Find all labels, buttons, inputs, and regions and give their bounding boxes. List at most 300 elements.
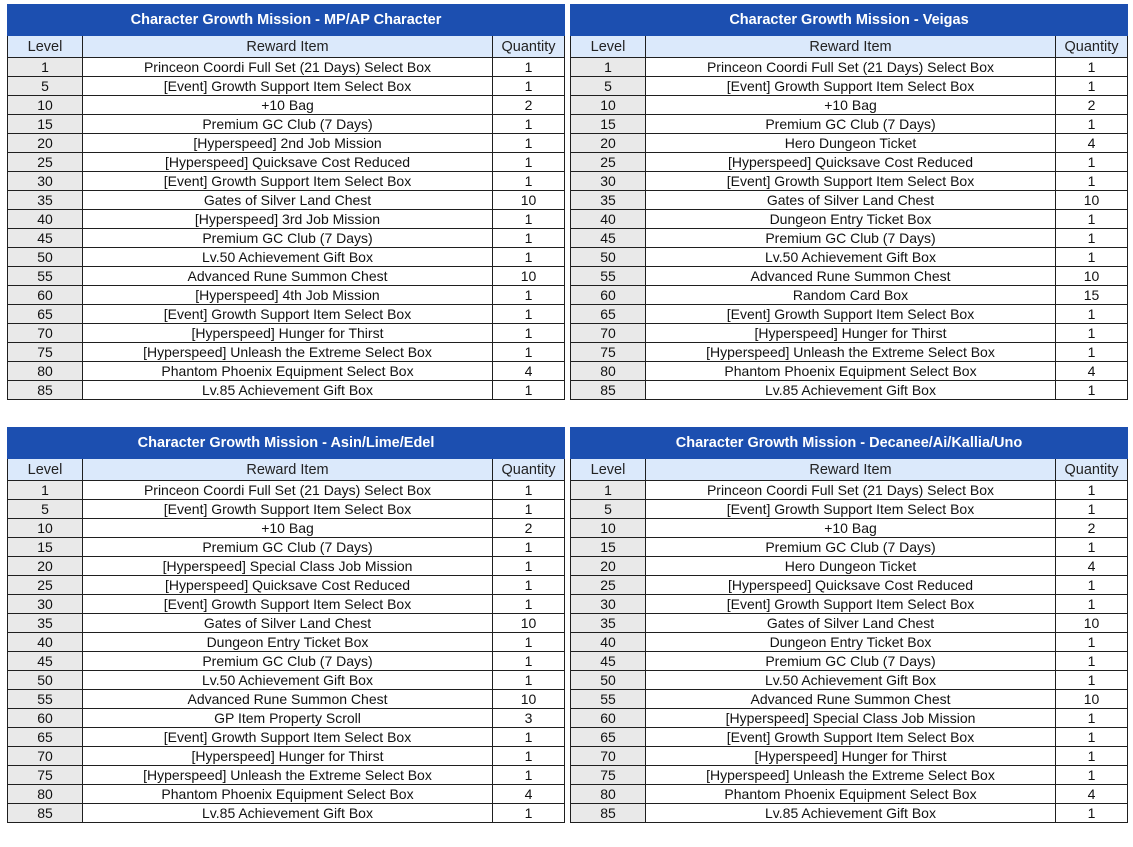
table-row [571,652,1128,671]
quantity-cell: 4 [1056,557,1128,576]
level-cell: 50 [571,248,646,267]
level-cell: 10 [8,519,83,538]
table-row [8,652,565,671]
level-cell: 40 [571,210,646,229]
reward-item-cell: +10 Bag [646,519,1056,538]
reward-item-cell: [Hyperspeed] Unleash the Extreme Select Box [83,343,493,362]
quantity-cell: 1 [493,210,565,229]
reward-item-cell: Phantom Phoenix Equipment Select Box [83,785,493,804]
table-title: Character Growth Mission - Veigas [571,5,1128,36]
level-cell: 15 [571,115,646,134]
quantity-cell: 1 [493,500,565,519]
reward-item-cell: [Event] Growth Support Item Select Box [646,595,1056,614]
reward-item-cell: [Hyperspeed] Special Class Job Mission [83,557,493,576]
level-cell: 20 [8,134,83,153]
reward-item-cell: Lv.50 Achievement Gift Box [83,671,493,690]
column-header-level: Level [8,459,83,481]
level-cell: 45 [571,652,646,671]
column-header-reward: Reward Item [646,459,1056,481]
level-cell: 1 [8,481,83,500]
table-row [571,305,1128,324]
level-cell: 30 [8,595,83,614]
table-row [571,96,1128,115]
quantity-cell: 1 [493,481,565,500]
quantity-cell: 1 [493,633,565,652]
reward-item-cell: [Hyperspeed] Quicksave Cost Reduced [83,153,493,172]
reward-item-cell: Lv.85 Achievement Gift Box [83,804,493,823]
reward-item-cell: [Event] Growth Support Item Select Box [83,305,493,324]
quantity-cell: 1 [1056,633,1128,652]
column-header-level: Level [571,36,646,58]
reward-item-cell: Advanced Rune Summon Chest [83,690,493,709]
quantity-cell: 1 [493,229,565,248]
quantity-cell: 1 [493,134,565,153]
column-header-level: Level [571,459,646,481]
level-cell: 35 [571,191,646,210]
level-cell: 75 [571,766,646,785]
level-cell: 85 [571,381,646,400]
level-cell: 1 [571,481,646,500]
level-cell: 85 [8,381,83,400]
quantity-cell: 4 [493,362,565,381]
level-cell: 60 [8,709,83,728]
column-header-reward: Reward Item [83,36,493,58]
table-row [571,614,1128,633]
table-row [8,305,565,324]
table-row [571,690,1128,709]
reward-item-cell: Lv.85 Achievement Gift Box [646,381,1056,400]
reward-item-cell: [Hyperspeed] Hunger for Thirst [83,324,493,343]
level-cell: 65 [8,728,83,747]
quantity-cell: 1 [1056,804,1128,823]
level-cell: 20 [571,557,646,576]
quantity-cell: 1 [1056,747,1128,766]
table-row [8,77,565,96]
table-row [8,785,565,804]
table-row [571,633,1128,652]
quantity-cell: 4 [1056,785,1128,804]
reward-item-cell: [Event] Growth Support Item Select Box [83,172,493,191]
mission-table [570,427,1128,823]
table-row [8,381,565,400]
level-cell: 1 [571,58,646,77]
quantity-cell: 1 [493,557,565,576]
reward-item-cell: Premium GC Club (7 Days) [83,652,493,671]
level-cell: 80 [571,785,646,804]
level-cell: 40 [571,633,646,652]
quantity-cell: 1 [493,595,565,614]
reward-item-cell: +10 Bag [83,519,493,538]
quantity-cell: 1 [493,172,565,191]
quantity-cell: 1 [493,115,565,134]
reward-item-cell: Phantom Phoenix Equipment Select Box [646,362,1056,381]
quantity-cell: 1 [493,728,565,747]
table-row [571,766,1128,785]
reward-item-cell: Princeon Coordi Full Set (21 Days) Select Box [646,58,1056,77]
table-row [571,538,1128,557]
table-row [8,58,565,77]
quantity-cell: 1 [493,58,565,77]
level-cell: 35 [8,614,83,633]
column-header-reward: Reward Item [83,459,493,481]
level-cell: 80 [571,362,646,381]
quantity-cell: 1 [1056,210,1128,229]
table-title: Character Growth Mission - Decanee/Ai/Kallia/Uno [571,428,1128,459]
table-row [571,210,1128,229]
level-cell: 35 [571,614,646,633]
table-row [571,286,1128,305]
quantity-cell: 10 [493,614,565,633]
table-row [571,557,1128,576]
quantity-cell: 1 [1056,500,1128,519]
table-row [571,324,1128,343]
quantity-cell: 10 [1056,614,1128,633]
reward-item-cell: [Hyperspeed] Quicksave Cost Reduced [646,576,1056,595]
level-cell: 35 [8,191,83,210]
table-row [571,481,1128,500]
level-cell: 10 [571,96,646,115]
quantity-cell: 10 [1056,267,1128,286]
reward-item-cell: Lv.50 Achievement Gift Box [646,248,1056,267]
reward-item-cell: Phantom Phoenix Equipment Select Box [646,785,1056,804]
quantity-cell: 1 [493,324,565,343]
table-row [571,519,1128,538]
column-header-quantity: Quantity [493,36,565,58]
reward-item-cell: Lv.85 Achievement Gift Box [646,804,1056,823]
level-cell: 40 [8,210,83,229]
reward-item-cell: Advanced Rune Summon Chest [646,690,1056,709]
reward-item-cell: Premium GC Club (7 Days) [646,538,1056,557]
level-cell: 25 [571,576,646,595]
quantity-cell: 1 [493,671,565,690]
reward-item-cell: [Hyperspeed] Unleash the Extreme Select Box [83,766,493,785]
table-row [8,172,565,191]
reward-item-cell: [Hyperspeed] 4th Job Mission [83,286,493,305]
table-row [8,709,565,728]
quantity-cell: 1 [493,576,565,595]
reward-item-cell: Premium GC Club (7 Days) [646,115,1056,134]
reward-item-cell: Gates of Silver Land Chest [646,191,1056,210]
level-cell: 25 [8,576,83,595]
reward-item-cell: Dungeon Entry Ticket Box [83,633,493,652]
table-row [571,709,1128,728]
mission-table-panel-mp-ap [7,4,564,400]
level-cell: 75 [571,343,646,362]
quantity-cell: 2 [1056,96,1128,115]
table-row [8,500,565,519]
reward-item-cell: [Hyperspeed] 2nd Job Mission [83,134,493,153]
reward-item-cell: Premium GC Club (7 Days) [646,229,1056,248]
reward-item-cell: [Hyperspeed] Hunger for Thirst [646,324,1056,343]
quantity-cell: 1 [1056,595,1128,614]
quantity-cell: 4 [493,785,565,804]
quantity-cell: 1 [1056,709,1128,728]
level-cell: 5 [571,77,646,96]
quantity-cell: 3 [493,709,565,728]
quantity-cell: 1 [1056,343,1128,362]
reward-item-cell: Premium GC Club (7 Days) [83,538,493,557]
quantity-cell: 1 [1056,229,1128,248]
quantity-cell: 1 [493,153,565,172]
table-row [8,134,565,153]
reward-item-cell: [Hyperspeed] Hunger for Thirst [83,747,493,766]
table-row [571,134,1128,153]
quantity-cell: 15 [1056,286,1128,305]
column-header-level: Level [8,36,83,58]
reward-item-cell: [Event] Growth Support Item Select Box [83,728,493,747]
reward-item-cell: Phantom Phoenix Equipment Select Box [83,362,493,381]
table-row [8,362,565,381]
quantity-cell: 10 [493,690,565,709]
reward-item-cell: [Event] Growth Support Item Select Box [646,172,1056,191]
reward-item-cell: Princeon Coordi Full Set (21 Days) Select Box [646,481,1056,500]
quantity-cell: 10 [1056,690,1128,709]
quantity-cell: 2 [493,96,565,115]
table-row [8,804,565,823]
quantity-cell: 1 [1056,381,1128,400]
level-cell: 45 [571,229,646,248]
level-cell: 70 [571,747,646,766]
quantity-cell: 1 [1056,115,1128,134]
table-row [571,381,1128,400]
level-cell: 30 [8,172,83,191]
reward-item-cell: [Event] Growth Support Item Select Box [646,77,1056,96]
quantity-cell: 1 [493,747,565,766]
table-row [8,557,565,576]
level-cell: 30 [571,595,646,614]
quantity-cell: 1 [493,766,565,785]
table-row [571,77,1128,96]
quantity-cell: 1 [1056,153,1128,172]
quantity-cell: 1 [1056,481,1128,500]
reward-item-cell: Advanced Rune Summon Chest [646,267,1056,286]
reward-item-cell: Dungeon Entry Ticket Box [646,633,1056,652]
reward-item-cell: [Hyperspeed] Unleash the Extreme Select Box [646,766,1056,785]
column-header-quantity: Quantity [493,459,565,481]
level-cell: 55 [8,267,83,286]
reward-item-cell: [Hyperspeed] Quicksave Cost Reduced [646,153,1056,172]
table-row [571,804,1128,823]
table-row [8,248,565,267]
level-cell: 80 [8,362,83,381]
quantity-cell: 1 [1056,305,1128,324]
level-cell: 50 [8,671,83,690]
table-row [8,115,565,134]
quantity-cell: 1 [1056,671,1128,690]
mission-table-panel-decanee-ai-kallia-uno [570,427,1127,823]
table-row [571,191,1128,210]
level-cell: 65 [8,305,83,324]
table-row [571,595,1128,614]
table-row [8,153,565,172]
reward-item-cell: Random Card Box [646,286,1056,305]
table-row [571,671,1128,690]
table-row [8,633,565,652]
quantity-cell: 1 [493,381,565,400]
mission-table-panel-asin-lime-edel [7,427,564,823]
reward-item-cell: Princeon Coordi Full Set (21 Days) Select Box [83,58,493,77]
table-body [8,481,565,823]
mission-table-panel-veigas [570,4,1127,400]
column-header-quantity: Quantity [1056,36,1128,58]
level-cell: 50 [571,671,646,690]
reward-item-cell: [Hyperspeed] Hunger for Thirst [646,747,1056,766]
reward-item-cell: [Event] Growth Support Item Select Box [83,77,493,96]
table-row [8,671,565,690]
table-row [8,324,565,343]
level-cell: 40 [8,633,83,652]
table-row [8,747,565,766]
quantity-cell: 1 [493,286,565,305]
level-cell: 70 [8,747,83,766]
table-row [571,172,1128,191]
level-cell: 45 [8,652,83,671]
table-body [571,481,1128,823]
level-cell: 25 [8,153,83,172]
reward-item-cell: [Event] Growth Support Item Select Box [646,500,1056,519]
table-row [571,58,1128,77]
level-cell: 15 [571,538,646,557]
quantity-cell: 10 [1056,191,1128,210]
reward-item-cell: +10 Bag [646,96,1056,115]
level-cell: 10 [571,519,646,538]
level-cell: 20 [8,557,83,576]
level-cell: 15 [8,538,83,557]
quantity-cell: 1 [1056,652,1128,671]
mission-table [570,4,1128,400]
level-cell: 75 [8,766,83,785]
reward-item-cell: Advanced Rune Summon Chest [83,267,493,286]
reward-item-cell: Gates of Silver Land Chest [83,614,493,633]
quantity-cell: 10 [493,267,565,286]
table-row [8,96,565,115]
quantity-cell: 1 [1056,324,1128,343]
table-row [8,267,565,286]
reward-item-cell: Lv.50 Achievement Gift Box [83,248,493,267]
level-cell: 5 [8,77,83,96]
reward-item-cell: Dungeon Entry Ticket Box [646,210,1056,229]
table-row [571,500,1128,519]
level-cell: 30 [571,172,646,191]
table-row [8,538,565,557]
table-body [8,58,565,400]
table-row [8,481,565,500]
reward-item-cell: GP Item Property Scroll [83,709,493,728]
table-title: Character Growth Mission - MP/AP Character [8,5,565,36]
table-row [571,728,1128,747]
table-row [571,115,1128,134]
reward-item-cell: [Event] Growth Support Item Select Box [83,500,493,519]
reward-item-cell: Lv.85 Achievement Gift Box [83,381,493,400]
table-row [8,614,565,633]
quantity-cell: 1 [1056,58,1128,77]
table-row [571,362,1128,381]
quantity-cell: 1 [493,305,565,324]
quantity-cell: 1 [1056,576,1128,595]
reward-item-cell: [Hyperspeed] Quicksave Cost Reduced [83,576,493,595]
level-cell: 25 [571,153,646,172]
table-row [8,690,565,709]
level-cell: 75 [8,343,83,362]
table-row [571,343,1128,362]
quantity-cell: 4 [1056,362,1128,381]
quantity-cell: 1 [493,804,565,823]
reward-item-cell: +10 Bag [83,96,493,115]
quantity-cell: 1 [493,343,565,362]
table-row [571,267,1128,286]
reward-item-cell: Hero Dungeon Ticket [646,557,1056,576]
table-row [8,766,565,785]
reward-item-cell: [Hyperspeed] Special Class Job Mission [646,709,1056,728]
level-cell: 1 [8,58,83,77]
level-cell: 5 [8,500,83,519]
reward-item-cell: Gates of Silver Land Chest [83,191,493,210]
level-cell: 55 [571,267,646,286]
level-cell: 65 [571,728,646,747]
quantity-cell: 10 [493,191,565,210]
quantity-cell: 2 [493,519,565,538]
reward-item-cell: [Event] Growth Support Item Select Box [646,728,1056,747]
reward-item-cell: [Hyperspeed] Unleash the Extreme Select Box [646,343,1056,362]
reward-item-cell: [Hyperspeed] 3rd Job Mission [83,210,493,229]
level-cell: 60 [571,709,646,728]
level-cell: 80 [8,785,83,804]
mission-table [7,427,565,823]
table-row [8,576,565,595]
quantity-cell: 1 [1056,172,1128,191]
quantity-cell: 1 [1056,538,1128,557]
quantity-cell: 4 [1056,134,1128,153]
reward-item-cell: Hero Dungeon Ticket [646,134,1056,153]
table-row [571,785,1128,804]
column-header-reward: Reward Item [646,36,1056,58]
quantity-cell: 1 [493,538,565,557]
table-row [8,210,565,229]
table-row [8,343,565,362]
table-row [8,595,565,614]
column-header-quantity: Quantity [1056,459,1128,481]
quantity-cell: 1 [493,248,565,267]
level-cell: 15 [8,115,83,134]
quantity-cell: 1 [493,77,565,96]
table-row [571,153,1128,172]
reward-item-cell: Gates of Silver Land Chest [646,614,1056,633]
quantity-cell: 1 [1056,248,1128,267]
quantity-cell: 1 [1056,77,1128,96]
table-title: Character Growth Mission - Asin/Lime/Edel [8,428,565,459]
table-row [8,229,565,248]
level-cell: 60 [8,286,83,305]
level-cell: 70 [571,324,646,343]
table-row [8,191,565,210]
reward-item-cell: Premium GC Club (7 Days) [83,229,493,248]
quantity-cell: 1 [1056,728,1128,747]
mission-table [7,4,565,400]
table-row [571,229,1128,248]
level-cell: 60 [571,286,646,305]
table-row [571,576,1128,595]
reward-item-cell: [Event] Growth Support Item Select Box [83,595,493,614]
level-cell: 55 [8,690,83,709]
reward-item-cell: Premium GC Club (7 Days) [646,652,1056,671]
level-cell: 55 [571,690,646,709]
level-cell: 50 [8,248,83,267]
reward-item-cell: Premium GC Club (7 Days) [83,115,493,134]
quantity-cell: 1 [1056,766,1128,785]
level-cell: 70 [8,324,83,343]
table-row [571,747,1128,766]
table-row [571,248,1128,267]
